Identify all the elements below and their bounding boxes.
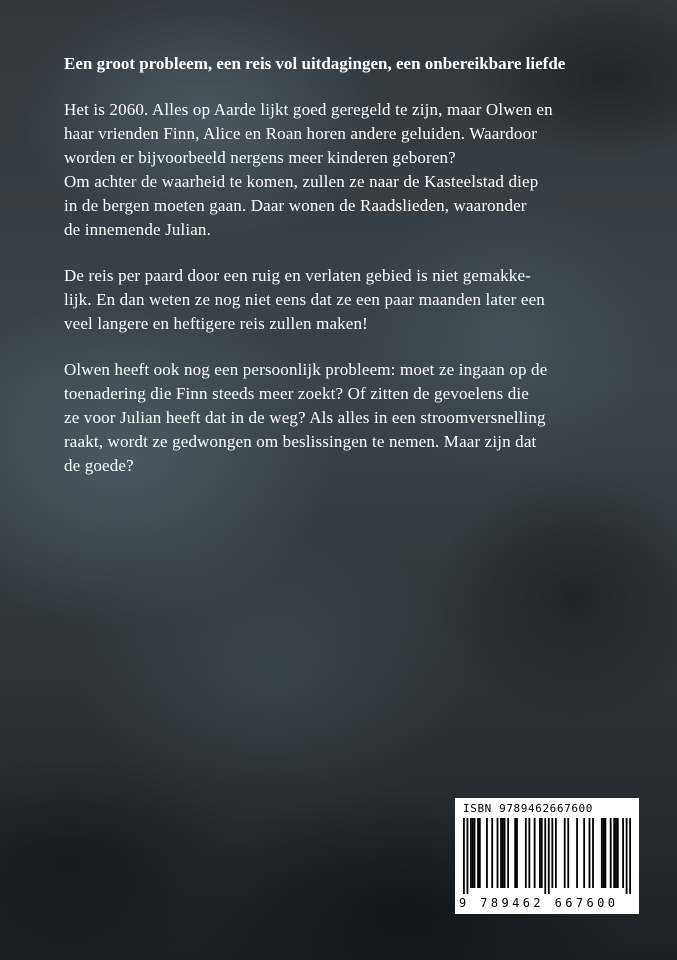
barcode-bar [525, 818, 527, 888]
barcode-bar [615, 818, 617, 888]
barcode-bar [528, 818, 530, 888]
barcode-bar [601, 818, 603, 888]
barcode-bar [467, 818, 469, 894]
paragraph-2 [64, 264, 656, 336]
barcode-bar [555, 818, 557, 888]
barcode-bar [516, 818, 518, 888]
back-cover-text [64, 52, 656, 500]
barcode-bar [548, 818, 550, 894]
barcode-bar [592, 818, 594, 888]
barcode-digits: 9 789462 667600 [459, 896, 619, 910]
text-line: De reis per paard door een ruig en verlaten gebied is niet gemakke- [64, 266, 531, 285]
paragraph-1 [64, 98, 656, 242]
barcode-bar [576, 818, 578, 888]
text-line: lijk. En dan weten ze nog niet eens dat ze een paar maanden later een [64, 290, 545, 309]
barcode-bar [551, 818, 553, 888]
barcode-bar [541, 818, 543, 888]
text-line: raakt, wordt ze gedwongen om beslissingen te nemen. Maar zijn dat [64, 432, 537, 451]
barcode-bar [463, 818, 465, 894]
text-line: veel langere en heftigere reis zullen maken! [64, 314, 368, 333]
barcode-bar [504, 818, 506, 888]
barcode-bar [564, 818, 566, 888]
barcode-bar [603, 818, 605, 888]
text-line: ze voor Julian heeft dat in de weg? Als alles in een stroomversnelling [64, 408, 546, 427]
barcode-bar [567, 818, 569, 888]
barcode-bar [610, 818, 612, 888]
barcode-bar [534, 818, 536, 888]
barcode-bar [486, 818, 488, 888]
text-line: Olwen heeft ook nog een persoonlijk probleem: moet ze ingaan op de [64, 360, 548, 379]
barcode-bar [500, 818, 502, 888]
barcode-bar [514, 818, 516, 888]
isbn-barcode [455, 798, 639, 914]
text-line: in de bergen moeten gaan. Daar wonen de Raadslieden, waaronder [64, 196, 527, 215]
paragraph-3 [64, 358, 656, 478]
text-line: Om achter de waarheid te komen, zullen ze naar de Kasteelstad diep [64, 172, 539, 191]
text-line: de innemende Julian. [64, 220, 211, 239]
barcode-bar [622, 818, 624, 888]
barcode-bar [604, 818, 606, 888]
barcode-bars [463, 818, 631, 894]
barcode-bar [477, 818, 479, 888]
barcode-bar [507, 818, 509, 888]
text-line: toenadering die Finn steeds meer zoekt? Of zitten de gevoelens die [64, 384, 529, 403]
barcode-bar [626, 818, 628, 894]
barcode-bar [497, 818, 499, 888]
tagline: Een groot probleem, een reis vol uitdagingen, een onbereikbare liefde [64, 54, 566, 73]
text-line: worden er bijvoorbeeld nergens meer kinderen geboren? [64, 148, 456, 167]
barcode-bar [470, 818, 472, 888]
isbn-label: ISBN 9789462667600 [463, 802, 594, 815]
text-line: Het is 2060. Alles op Aarde lijkt goed geregeld te zijn, maar Olwen en [64, 100, 553, 119]
text-line: haar vrienden Finn, Alice en Roan horen andere geluiden. Waardoor [64, 124, 538, 143]
barcode-bar [544, 818, 546, 894]
barcode-bar [613, 818, 615, 888]
barcode-bar [617, 818, 619, 888]
barcode-bar [472, 818, 474, 888]
barcode-bar [474, 818, 476, 888]
barcode-bar [502, 818, 504, 888]
barcode-bar [589, 818, 591, 888]
barcode-bar [479, 818, 481, 888]
barcode-bar [629, 818, 631, 894]
barcode-bar [491, 818, 493, 888]
barcode-bar [539, 818, 541, 888]
text-line: de goede? [64, 456, 134, 475]
barcode-bar [583, 818, 585, 888]
